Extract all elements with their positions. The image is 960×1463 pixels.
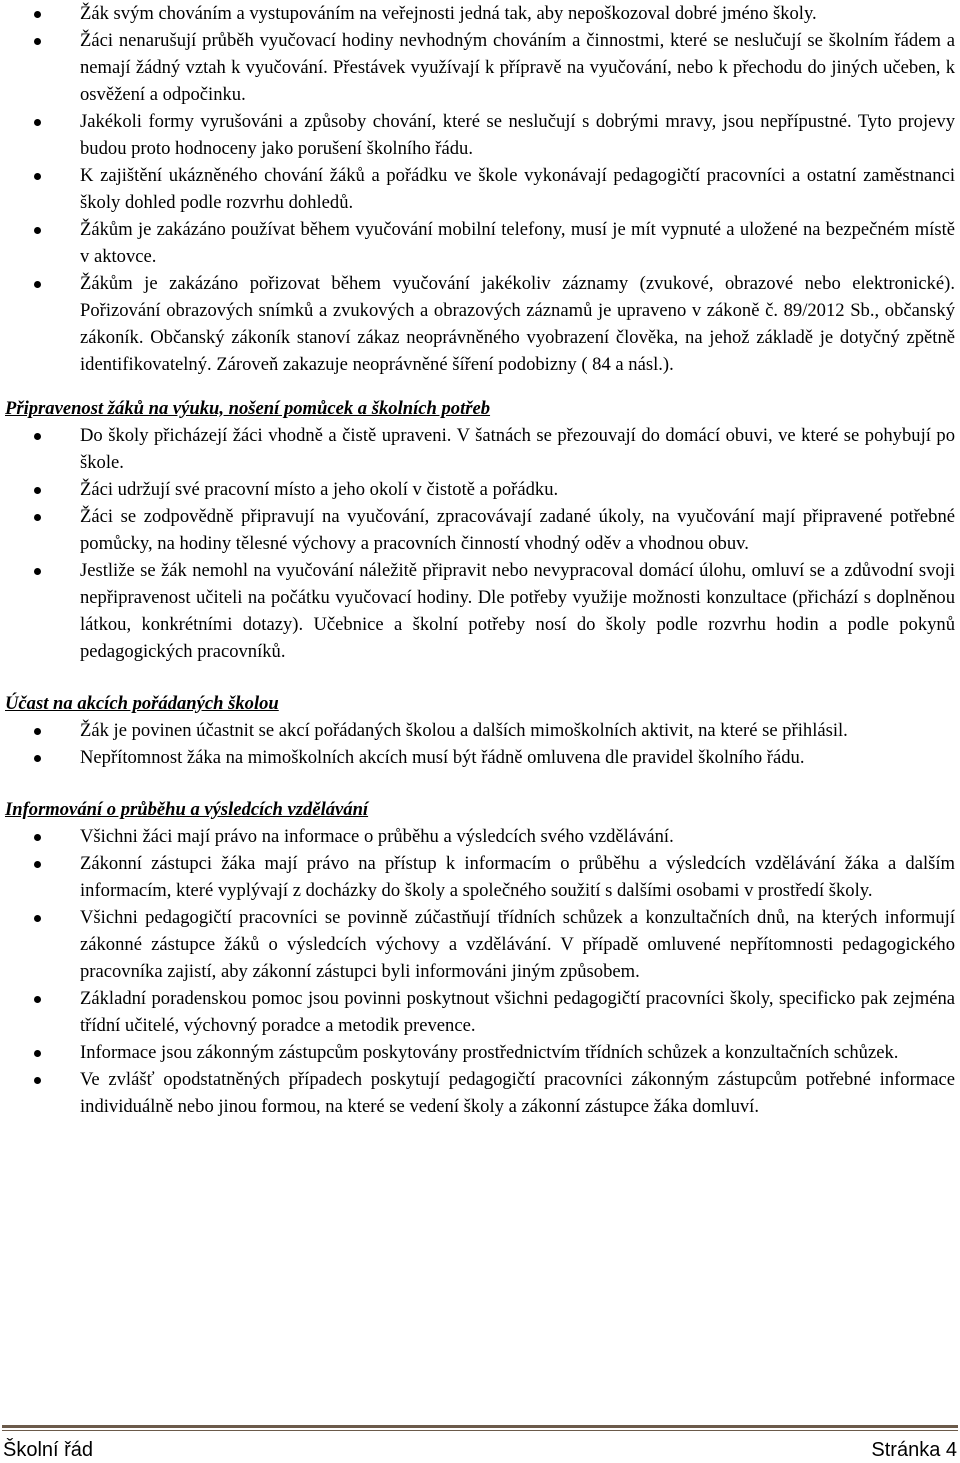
- list-item: Žák svým chováním a vystupováním na veřejnosti jedná tak, aby nepoškozoval dobré jméno školy.: [5, 0, 955, 27]
- list-item: K zajištění ukázněného chování žáků a pořádku ve škole vykonávají pedagogičtí pracovníci a ostatní zaměstnanci školy dohled podle rozvrhu dohledů.: [5, 162, 955, 216]
- list-item: Žák je povinen účastnit se akcí pořádaných školou a dalších mimoškolních aktivit, na které se přihlásil.: [5, 717, 955, 744]
- list-item: Ve zvlášť opodstatněných případech poskytují pedagogičtí pracovníci zákonným zástupcům potřebné informace individuálně nebo jinou formou, na které se vedení školy a zákonní zástupce žáka domluví.: [5, 1066, 955, 1120]
- events-list: [5, 717, 955, 771]
- section-heading-information: Informování o průběhu a výsledcích vzdělávání: [5, 799, 369, 820]
- intro-list: [5, 0, 955, 378]
- list-item: Nepřítomnost žáka na mimoškolních akcích musí být řádně omluvena dle pravidel školního řádu.: [5, 744, 955, 771]
- list-item: Do školy přicházejí žáci vhodně a čistě upraveni. V šatnách se přezouvají do domácí obuvi, ve které se pohybují po škole.: [5, 422, 955, 476]
- list-item: Jestliže se žák nemohl na vyučování náležitě připravit nebo nevypracoval domácí úlohu, omluví se a zdůvodní svoji nepřipravenost učiteli na počátku vyučovací hodiny. Dle potřeby využije možnosti konzultace (přichází s doplněnou látkou, konkrétními dotazy). Učebnice a školní potřeby nosí do školy podle rozvrhu hodin a podle pokynů pedagogických pracovníků.: [5, 557, 955, 665]
- list-item: Žákům je zakázáno pořizovat během vyučování jakékoliv záznamy (zvukové, obrazové nebo elektronické). Pořizování obrazových snímků a zvukových a obrazových záznamů je upraveno v zákoně č. 89/2012 Sb., občanský zákoník. Občanský zákoník stanoví zákaz neoprávněného vyobrazení člověka, na jehož základě je dotyčný zpětně identifikovatelný. Zároveň zakazuje neoprávněné šíření podobizny ( 84 a násl.).: [5, 270, 955, 378]
- footer-divider-thick: [2, 1425, 958, 1428]
- list-item: Základní poradenskou pomoc jsou povinni poskytnout všichni pedagogičtí pracovníci školy, specificko pak zejména třídní učitelé, výchovný poradce a metodik prevence.: [5, 985, 955, 1039]
- list-item: Všichni pedagogičtí pracovníci se povinně zúčastňují třídních schůzek a konzultačních dnů, na kterých informují zákonné zástupce žáků o výsledcích výchovy a vzdělávání. V případě omluvené nepřítomnosti pedagogického pracovníka zajistí, aby zákonní zástupci byli informováni jiným způsobem.: [5, 904, 955, 985]
- list-item: Žákům je zakázáno používat během vyučování mobilní telefony, musí je mít vypnuté a uložené na bezpečném místě v aktovce.: [5, 216, 955, 270]
- list-item: Jakékoli formy vyrušováni a způsoby chování, které se neslučují s dobrými mravy, jsou nepřípustné. Tyto projevy budou proto hodnoceny jako porušení školního řádu.: [5, 108, 955, 162]
- list-item: Informace jsou zákonným zástupcům poskytovány prostřednictvím třídních schůzek a konzultačních schůzek.: [5, 1039, 955, 1066]
- list-item: Žáci se zodpovědně připravují na vyučování, zpracovávají zadané úkoly, na vyučování mají připravené potřebné pomůcky, na hodiny tělesné výchovy a pracovních činností vhodný oděv a vhodnou obuv.: [5, 503, 955, 557]
- document-body: [5, 0, 955, 1120]
- list-item: Žáci udržují své pracovní místo a jeho okolí v čistotě a pořádku.: [5, 476, 955, 503]
- section-heading-events: Účast na akcích pořádaných školou: [5, 693, 279, 714]
- readiness-list: [5, 422, 955, 665]
- information-list: [5, 823, 955, 1120]
- section-heading-readiness: Připravenost žáků na výuku, nošení pomůcek a školních potřeb: [5, 398, 491, 419]
- list-item: Všichni žáci mají právo na informace o průběhu a výsledcích svého vzdělávání.: [5, 823, 955, 850]
- footer-page-number: Stránka 4: [871, 1439, 957, 1461]
- footer-divider-thin: [2, 1430, 958, 1431]
- list-item: Žáci nenarušují průběh vyučovací hodiny nevhodným chováním a činnostmi, které se neslučují se školním řádem a nemají žádný vztah k vyučování. Přestávek využívají k přípravě na vyučování, nebo k přechodu do jiných učeben, k osvěžení a odpočinku.: [5, 27, 955, 108]
- footer-document-title: Školní řád: [3, 1439, 94, 1461]
- list-item: Zákonní zástupci žáka mají právo na přístup k informacím o průběhu a výsledcích vzdělávání žáka a dalším informacím, které vyplývají z docházky do školy a společného soužití s dalšími osobami v prostředí školy.: [5, 850, 955, 904]
